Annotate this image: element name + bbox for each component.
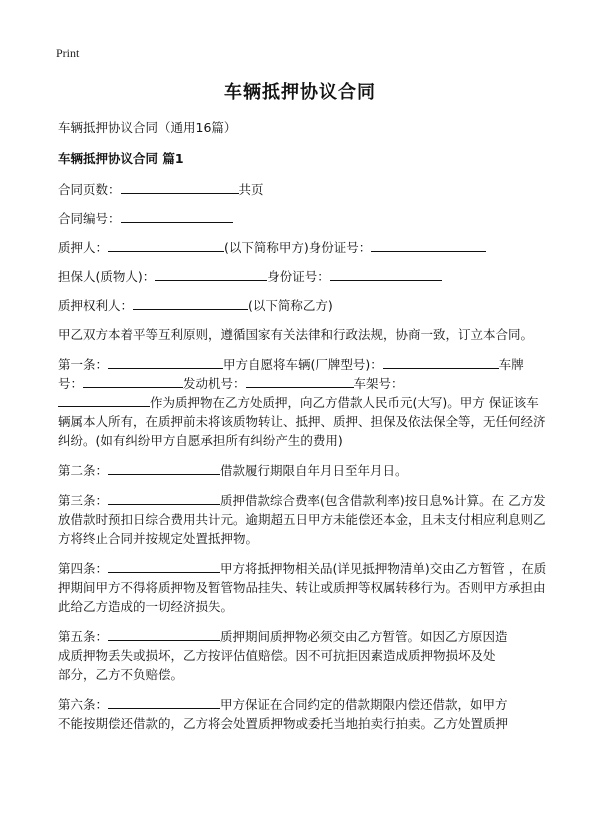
- blank-line: [108, 696, 220, 709]
- article-text: 作为质押物在乙方处质押，向乙方借款人民币元(大写)。甲方: [150, 395, 485, 410]
- field-mid: 身份证号：: [267, 269, 330, 284]
- article-1: [58, 355, 548, 450]
- article-text: 部分，乙方不负赔偿。: [58, 667, 184, 682]
- blank-line: [83, 375, 183, 388]
- article-text: 发动机号：: [183, 376, 246, 391]
- article-text: ，在质押期间甲方不得将质押物及暂管物品挂失、转让或质押等权属转移行为。否则甲方承担由此给乙方造成的一切经济损失。: [58, 561, 547, 614]
- article-2: [58, 461, 548, 480]
- article-text: 号：: [58, 376, 84, 391]
- print-label[interactable]: Print: [56, 46, 80, 60]
- blank-line: [246, 375, 354, 388]
- article-text: 成质押物丢失或损坏，乙方按评估值赔偿。因不可抗拒因素造成质押物损坏及处: [58, 648, 496, 663]
- blank-line: [58, 394, 150, 407]
- article-label: 第一条：: [58, 357, 109, 372]
- field-suffix: 共页: [238, 182, 264, 197]
- field-pledgor: [58, 238, 548, 257]
- blank-line: [108, 628, 220, 641]
- article-text: 不能按期偿还借款的，乙方将会处置质押物或委托当地拍卖行拍卖。乙方处置质押: [58, 716, 509, 731]
- article-5: [58, 627, 548, 684]
- blank-line: [383, 356, 499, 369]
- document-body: [58, 118, 548, 744]
- field-label: 担保人(质物人)：: [58, 269, 156, 284]
- article-label: 第五条：: [58, 629, 109, 644]
- article-label: 第二条：: [58, 463, 109, 478]
- article-text: 乙方发放借款时预扣日综合费用共计元。逾期超五日甲方未能偿还本金，且未支付相应利息则乙方将终止合同并按规定处置抵押物。: [58, 493, 546, 546]
- article-text: 甲方自愿将车辆(厂牌型号)：: [223, 357, 383, 372]
- blank-line: [108, 560, 220, 573]
- article-6: [58, 695, 548, 733]
- article-text: 车牌: [498, 357, 524, 372]
- blank-line: [108, 356, 223, 369]
- article-label: 第六条：: [58, 697, 109, 712]
- blank-line: [108, 239, 224, 252]
- article-text: 质押借款综合费率(包含借款利率)按日息%计算。在: [220, 493, 505, 508]
- article-4: [58, 559, 548, 616]
- field-label: 合同页数：: [58, 182, 121, 197]
- blank-line: [155, 268, 267, 281]
- article-text: 甲方保证在合同约定的借款期限内偿还借款，如甲方: [220, 697, 508, 712]
- blank-line: [133, 297, 248, 310]
- document-subtitle: 车辆抵押协议合同（通用16篇）: [58, 120, 237, 135]
- section-title: 车辆抵押协议合同 篇1: [58, 151, 184, 166]
- field-pledgee: [58, 296, 548, 315]
- blank-line: [371, 239, 486, 252]
- article-text: 质押期间质押物必须交由乙方暂管。如因乙方原因造: [220, 629, 508, 644]
- article-text: 借款履行期限自年月日至年月日。: [220, 463, 408, 478]
- document-title: 车辆抵押协议合同: [224, 82, 376, 103]
- blank-line: [108, 492, 220, 505]
- field-suffix: (以下简称乙方): [248, 298, 333, 313]
- intro-paragraph: 甲乙双方本着平等互利原则，遵循国家有关法律和行政法规，协商一致，订立本合同。: [58, 327, 534, 342]
- blank-line: [121, 181, 239, 194]
- article-3: [58, 491, 548, 548]
- field-mid: (以下简称甲方)身份证号：: [224, 240, 372, 255]
- article-label: 第四条：: [58, 561, 109, 576]
- article-text: 甲方将抵押物相关品(详见抵押物清单)交由乙方暂管: [220, 561, 505, 576]
- field-guarantor: [58, 267, 548, 286]
- blank-line: [121, 210, 233, 223]
- field-contract-pages: [58, 180, 548, 199]
- field-label: 合同编号：: [58, 211, 121, 226]
- blank-line: [108, 462, 220, 475]
- article-label: 第三条：: [58, 493, 109, 508]
- article-text: 保证该车辆属本人所有，在质押前未将该质物转让、抵押、质押、担保及依法保全等，无任何经济纠纷。(如有纠纷甲方自愿承担所有纠纷产生的费用): [58, 395, 546, 448]
- field-label: 质押人：: [58, 240, 109, 255]
- article-text: 车架号：: [353, 376, 404, 391]
- blank-line: [330, 268, 442, 281]
- field-label: 质押权利人：: [58, 298, 134, 313]
- field-contract-number: [58, 209, 548, 228]
